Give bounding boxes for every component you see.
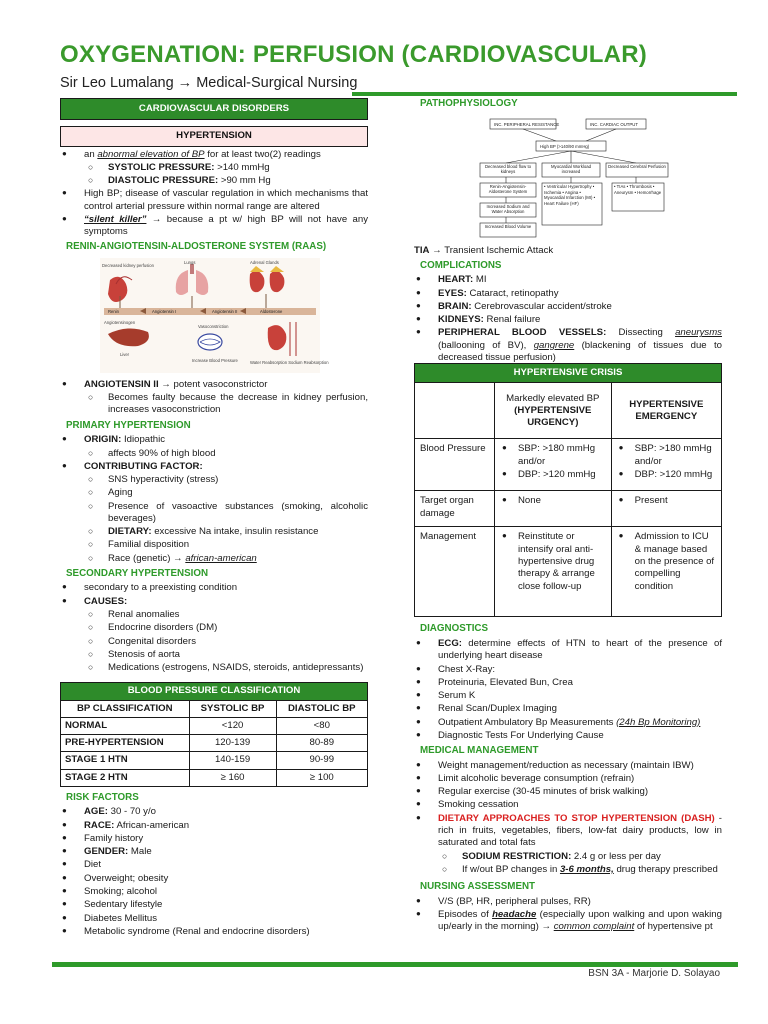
list-item: ● Proteinuria, Elevated Bun, Crea	[414, 677, 722, 689]
table-cell: Management	[415, 527, 495, 617]
list-item: ● Limit alcoholic beverage consumption (refrain)	[414, 773, 722, 785]
list-item: ○ Aging	[60, 487, 368, 499]
list-item: ● V/S (BP, HR, peripheral pulses, RR)	[414, 896, 722, 908]
list-item: ● AGE: 30 - 70 y/o	[60, 806, 368, 818]
page-subtitle: Sir Leo Lumalang → Medical-Surgical Nursing	[60, 75, 358, 91]
list-item: ● Renal Scan/Duplex Imaging	[414, 703, 722, 715]
list-item: ● PERIPHERAL BLOOD VESSELS: Dissecting aneurysms (ballooning of BV), gangrene (blackening of tissues due to decreased tissue perfusion)	[414, 327, 722, 364]
raas-label: Vasoconstriction	[198, 323, 229, 329]
list-item: ● DIETARY APPROACHES TO STOP HYPERTENSION (DASH) - rich in fruits, vegetables, fibers, low-fat dairy products, low in saturated and total fats	[414, 813, 722, 850]
patho-node: INC. PERIPHERAL RESISTANCE	[494, 121, 560, 127]
table-cell: STAGE 2 HTN	[61, 769, 190, 786]
table-cell: 140-159	[189, 752, 276, 769]
table-header: BP CLASSIFICATION	[61, 700, 190, 717]
nursing-assessment-list	[414, 896, 722, 934]
list-item: ● HEART: MI	[414, 274, 722, 286]
list-item: ● Diabetes Mellitus	[60, 913, 368, 925]
list-item: ● secondary to a preexisting condition	[60, 582, 368, 594]
patho-node: Myocardial Workload increased	[550, 163, 592, 174]
table-cell: Blood Pressure	[415, 439, 495, 491]
hypertension-header: HYPERTENSION	[60, 126, 368, 146]
list-item: ● Smoking; alcohol	[60, 886, 368, 898]
list-item: ● KIDNEYS: Renal failure	[414, 314, 722, 326]
raas-label: Water Reabsorption Sodium Reabsorption	[250, 359, 329, 365]
raas-section-title: RENIN-ANGIOTENSIN-ALDOSTERONE SYSTEM (RAAS)	[66, 241, 327, 253]
diagnostics-list	[414, 638, 722, 742]
diagnostics-title: DIAGNOSTICS	[420, 623, 489, 635]
table-header: HYPERTENSIVE EMERGENCY	[611, 383, 721, 439]
raas-label: Angiotensinogen	[104, 319, 136, 325]
list-item: ○ DIASTOLIC PRESSURE: >90 mm Hg	[60, 175, 368, 187]
raas-diagram-svg	[100, 258, 329, 373]
complications-list	[414, 274, 722, 364]
table-row	[61, 717, 368, 734]
tia-note: TIA → Transient Ischemic Attack	[414, 244, 554, 256]
table-header: Markedly elevated BP (HYPERTENSIVE URGENCY)	[495, 383, 612, 439]
pathophysiology-title: PATHOPHYSIOLOGY	[420, 98, 518, 109]
angiotensin-list	[60, 379, 368, 417]
table-cell: ● SBP: >180 mmHg and/or ● DBP: >120 mmHg	[611, 439, 721, 491]
blood-vessel-icon	[198, 334, 222, 350]
patho-node: Increased Sodium and Water Absorption	[486, 203, 530, 214]
list-item: ● “silent killer” → because a pt w/ high BP will not have any symptoms	[60, 214, 368, 239]
list-item: ● Metabolic syndrome (Renal and endocrine disorders)	[60, 926, 368, 938]
table-cell: ● SBP: >180 mmHg and/or ● DBP: >120 mmHg	[495, 439, 612, 491]
list-item: ● Overweight; obesity	[60, 873, 368, 885]
patho-node: INC. CARDIAC OUTPUT	[590, 121, 638, 127]
list-item: ● Diagnostic Tests For Underlying Cause	[414, 730, 722, 742]
table-cell: 80-89	[276, 735, 367, 752]
list-item: ● Episodes of headache (especially upon walking and upon waking up/early in the morning) → common complaint of hypertensive pt	[414, 909, 722, 934]
raas-label: Angiotensin II	[212, 308, 238, 314]
list-item: ● Sedentary lifestyle	[60, 899, 368, 911]
risk-factors-title: RISK FACTORS	[66, 791, 139, 803]
table-row	[415, 491, 722, 527]
raas-label: Liver	[120, 351, 130, 357]
table-cell: 90-99	[276, 752, 367, 769]
table-row	[415, 527, 722, 617]
list-item: ● Regular exercise (30-45 minutes of brisk walking)	[414, 786, 722, 798]
table-cell: <80	[276, 717, 367, 734]
right-column	[414, 98, 722, 934]
table-row	[61, 735, 368, 752]
list-item: ○ Familial disposition	[60, 539, 368, 551]
table-cell: 120-139	[189, 735, 276, 752]
list-item: ● BRAIN: Cerebrovascular accident/stroke	[414, 301, 722, 313]
primary-hypertension-title: PRIMARY HYPERTENSION	[66, 419, 191, 431]
list-item: ○ Presence of vasoactive substances (smoking, alcoholic beverages)	[60, 501, 368, 526]
patho-node: High BP (>140/90 mmHg)	[540, 143, 590, 149]
list-item: ○ Becomes faulty because the decrease in kidney perfusion, increases vasoconstriction	[60, 392, 368, 417]
table-cell: ● Reinstitute or intensify oral anti-hypertensive drug therapy & arrange close follow-up	[495, 527, 612, 617]
crisis-table-title: HYPERTENSIVE CRISIS	[415, 364, 722, 383]
secondary-hypertension-list	[60, 582, 368, 674]
list-item: ○ SODIUM RESTRICTION: 2.4 g or less per day	[414, 851, 722, 863]
hypertensive-crisis-table	[414, 363, 722, 617]
raas-label: Adrenal Glands	[250, 259, 279, 265]
left-column	[60, 98, 368, 939]
raas-label: Lungs	[184, 259, 196, 265]
table-header: SYSTOLIC BP	[189, 700, 276, 717]
table-cell: NORMAL	[61, 717, 190, 734]
table-row	[61, 752, 368, 769]
table-cell: ≥ 100	[276, 769, 367, 786]
table-header: DIASTOLIC BP	[276, 700, 367, 717]
list-item: ● Outpatient Ambulatory Bp Measurements (24h Bp Monitoring)	[414, 717, 722, 729]
list-item: ● an abnormal elevation of BP for at least two(2) readings	[60, 149, 368, 161]
medical-management-title: MEDICAL MANAGEMENT	[420, 745, 539, 757]
footer-author: BSN 3A - Marjorie D. Solayao	[588, 968, 720, 979]
list-item: ○ SNS hyperactivity (stress)	[60, 474, 368, 486]
table-cell: ● Present	[611, 491, 721, 527]
table-cell: ● None	[495, 491, 612, 527]
raas-label: Decreased kidney perfusion	[102, 262, 154, 268]
nursing-assessment-title: NURSING ASSESSMENT	[420, 881, 536, 893]
patho-node: Decreased blood flow to kidneys	[484, 163, 532, 174]
table-cell: <120	[189, 717, 276, 734]
list-item: ● Diet	[60, 859, 368, 871]
list-item: ● GENDER: Male	[60, 846, 368, 858]
raas-label: Renin	[108, 308, 119, 314]
list-item: ○ Stenosis of aorta	[60, 649, 368, 661]
list-item: ○ affects 90% of high blood	[60, 448, 368, 460]
table-cell: STAGE 1 HTN	[61, 752, 190, 769]
list-item: ● Family history	[60, 833, 368, 845]
list-item: ● High BP; disease of vascular regulation in which mechanisms that control arterial pressure within normal range are altered	[60, 188, 368, 213]
list-item: ○ DIETARY: excessive Na intake, insulin resistance	[60, 526, 368, 538]
list-item: ○ Renal anomalies	[60, 609, 368, 621]
list-item: ● Smoking cessation	[414, 799, 722, 811]
pathophysiology-diagram-svg	[476, 115, 672, 243]
list-item: ○ Race (genetic) → african-american	[60, 553, 368, 565]
patho-node: Renin-Angiotensin-Aldosterone System	[488, 183, 528, 194]
table-row	[415, 383, 722, 439]
list-item: ● CAUSES:	[60, 596, 368, 608]
primary-hypertension-list	[60, 434, 368, 565]
hypertension-list	[60, 149, 368, 239]
table-cell: ● Admission to ICU & manage based on the presence of compelling condition	[611, 527, 721, 617]
list-item: ● EYES: Cataract, retinopathy	[414, 288, 722, 300]
patho-node: • TIAs • Thrombosis • Aneurysm • Hemorrhage	[614, 183, 662, 195]
list-item: ● ECG: determine effects of HTN to heart of the presence of underlying heart disease	[414, 638, 722, 663]
list-item: ● Chest X-Ray:	[414, 664, 722, 676]
raas-label: Angiotensin I	[152, 308, 177, 314]
cardiovascular-disorders-header: CARDIOVASCULAR DISORDERS	[60, 98, 368, 120]
list-item: ○ If w/out BP changes in 3-6 months, drug therapy prescribed	[414, 864, 722, 876]
complications-title: COMPLICATIONS	[420, 259, 502, 271]
list-item: ● ORIGIN: Idiopathic	[60, 434, 368, 446]
table-cell	[415, 383, 495, 439]
list-item: ○ SYSTOLIC PRESSURE: >140 mmHg	[60, 162, 368, 174]
raas-label: Increase Blood Pressure	[192, 357, 238, 363]
bottom-divider	[52, 962, 738, 967]
medical-management-list	[414, 760, 722, 876]
list-item: ● ANGIOTENSIN II → potent vasoconstrictor	[60, 379, 368, 391]
patho-node: • Ventricular Hypertrophy • Ischemia • Angina • Myocardial Infarction (MI) • Heart Failure (HF)	[544, 183, 596, 206]
table-row	[415, 439, 722, 491]
raas-label: Aldosterone	[260, 308, 283, 314]
table-cell: PRE-HYPERTENSION	[61, 735, 190, 752]
patho-node: Increased Blood Volume	[484, 223, 532, 229]
list-item: ○ Endocrine disorders (DM)	[60, 622, 368, 634]
patho-node: Decreased Cerebral Perfusion	[608, 163, 666, 169]
table-cell: ≥ 160	[189, 769, 276, 786]
table-row	[61, 769, 368, 786]
list-item: ○ Congenital disorders	[60, 636, 368, 648]
list-item: ● Serum K	[414, 690, 722, 702]
risk-factors-list	[60, 806, 368, 938]
bp-classification-table	[60, 682, 368, 787]
table-cell: Target organ damage	[415, 491, 495, 527]
secondary-hypertension-title: SECONDARY HYPERTENSION	[66, 567, 209, 579]
page-title: OXYGENATION: PERFUSION (CARDIOVASCULAR)	[60, 41, 647, 68]
bp-table-title: BLOOD PRESSURE CLASSIFICATION	[61, 683, 368, 700]
raas-diagram	[100, 258, 329, 373]
top-divider	[352, 92, 737, 96]
pathophysiology-diagram	[476, 115, 672, 243]
list-item: ○ Medications (estrogens, NSAIDS, steroids, antidepressants)	[60, 662, 368, 674]
list-item: ● CONTRIBUTING FACTOR:	[60, 461, 368, 473]
list-item: ● RACE: African-american	[60, 820, 368, 832]
list-item: ● Weight management/reduction as necessary (maintain IBW)	[414, 760, 722, 772]
